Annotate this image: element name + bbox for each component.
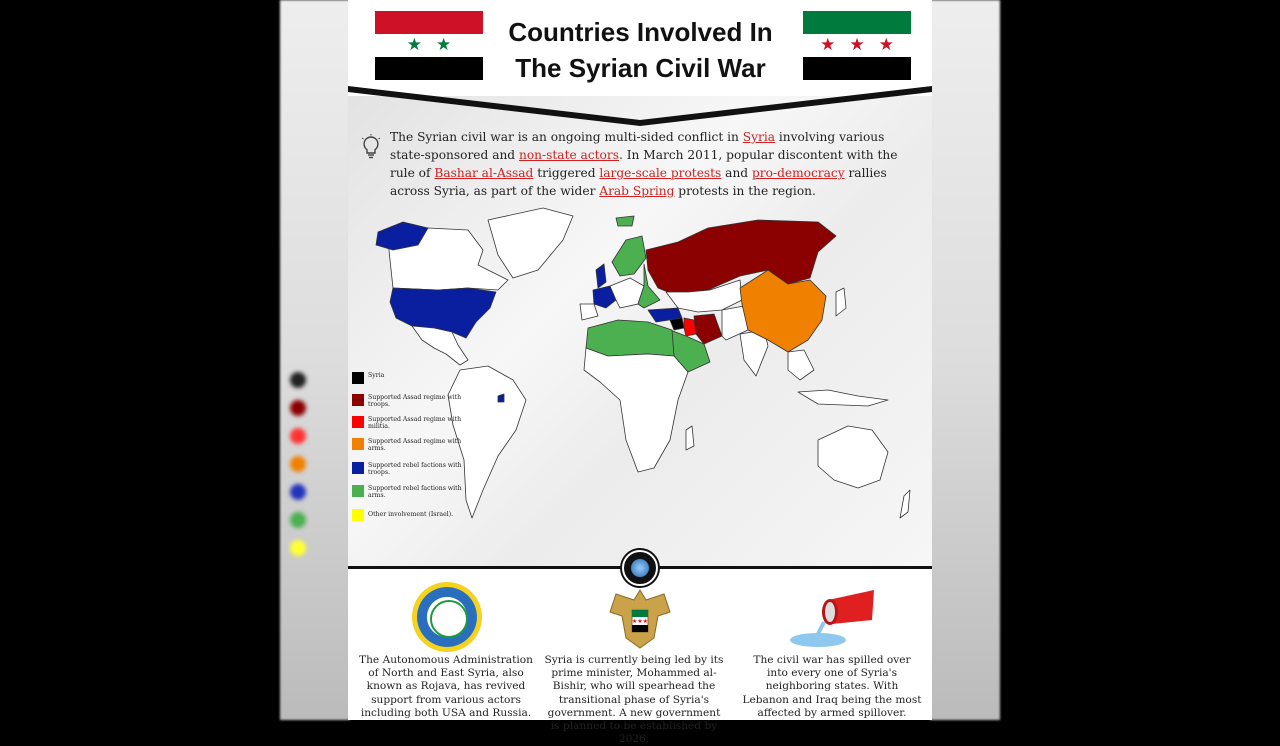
map-north-africa <box>586 320 674 356</box>
intro-paragraph <box>390 128 900 200</box>
star-icon: ★ <box>849 35 865 55</box>
legend-label: Supported rebel factions with arms. <box>368 485 462 499</box>
legend-item <box>352 372 462 384</box>
legend-swatch <box>352 394 364 406</box>
title-line-1: Countries Involved In <box>508 17 773 47</box>
legend-swatch <box>352 485 364 497</box>
map-japan <box>836 288 846 316</box>
header <box>348 0 932 96</box>
map-southeast-asia <box>788 350 814 380</box>
intro-text: rallies across Syria, as part of the wider <box>390 166 887 198</box>
intro-text: . In March 2011, popular discontent with the rule of <box>390 148 898 180</box>
legend-item <box>352 394 462 408</box>
legend-label: Supported Assad regime with militia. <box>368 416 462 430</box>
link-pro-democracy[interactable]: pro-democracy <box>751 166 845 180</box>
spilled-cup-icon <box>788 582 888 652</box>
legend-label: Supported Assad regime with troops. <box>368 394 462 408</box>
map-iberia <box>580 304 598 320</box>
syrian-government-flag <box>375 11 483 80</box>
lightbulb-icon <box>360 134 382 160</box>
legend-label: Syria <box>368 372 385 379</box>
rojava-emblem-icon <box>412 582 482 652</box>
globe-emblem-icon <box>622 550 658 586</box>
background-blur-dot <box>290 484 306 500</box>
intro-text: and <box>721 166 752 180</box>
link-bashar-al-assad[interactable]: Bashar al-Assad <box>434 166 534 180</box>
legend-label: Other involvement (Israel). <box>368 511 454 518</box>
footer-rojava-text: The Autonomous Administration of North and East Syria, also known as Rojava, has revived support from various actors including both USA and Russia. <box>359 654 533 719</box>
legend-item <box>352 438 462 452</box>
legend-swatch <box>352 509 364 521</box>
star-icon: ★ <box>878 35 894 55</box>
star-icon: ★ <box>436 35 452 55</box>
legend-swatch <box>352 416 364 428</box>
background-blur-left <box>280 0 350 720</box>
legend-swatch <box>352 438 364 450</box>
map-svalbard <box>616 216 634 226</box>
intro-text: triggered <box>533 166 600 180</box>
svg-text:★★★: ★★★ <box>631 618 649 625</box>
background-blur-right <box>930 0 1000 720</box>
footer-spillover-text: The civil war has spilled over into every one of Syria's neighboring states. With Lebanon and Iraq being the most affected by armed spillover. <box>742 654 922 719</box>
legend-item <box>352 462 462 476</box>
map-australia <box>818 426 888 488</box>
map-indonesia <box>798 390 888 406</box>
map-scandinavia <box>612 236 646 276</box>
intro-text: The Syrian civil war is an ongoing multi-sided conflict in <box>390 130 743 144</box>
syrian-eagle-emblem-icon <box>604 586 676 652</box>
link-syria[interactable]: Syria <box>742 130 776 144</box>
link-large-scale-protests[interactable]: large-scale protests <box>599 166 722 180</box>
background-blur-dot <box>290 540 306 556</box>
infographic-poster <box>348 0 932 746</box>
intro-text: involving various state-sponsored and <box>390 130 885 162</box>
map-uk <box>596 264 606 288</box>
footer-government-text: Syria is currently being led by its prime minister, Mohammed al-Bishir, who will spearhead the transitional phase of Syria's government. A new government is planned to be established by 2026. <box>544 654 724 746</box>
legend-item <box>352 416 462 430</box>
background-blur-dot <box>290 400 306 416</box>
intro-text: protests in the region. <box>674 184 816 198</box>
syrian-opposition-flag <box>803 11 911 80</box>
map-new-zealand <box>900 490 910 518</box>
title-line-2: The Syrian Civil War <box>515 53 766 83</box>
background-blur-dot <box>290 512 306 528</box>
map-madagascar <box>686 426 694 450</box>
background-blur-dot <box>290 456 306 472</box>
map-iran <box>694 314 722 344</box>
map-greenland <box>488 208 573 278</box>
header-divider <box>348 86 932 126</box>
link-non-state-actors[interactable]: non-state actors <box>519 148 619 162</box>
link-arab-spring[interactable]: Arab Spring <box>599 184 675 198</box>
legend-label: Supported Assad regime with arms. <box>368 438 462 452</box>
legend-item <box>352 485 462 499</box>
background-blur-dot <box>290 428 306 444</box>
legend-swatch <box>352 372 364 384</box>
star-icon: ★ <box>406 35 422 55</box>
legend-swatch <box>352 462 364 474</box>
map-syria <box>670 318 684 330</box>
legend-item <box>352 509 462 521</box>
page-title <box>488 14 793 86</box>
background-blur-dot <box>290 372 306 388</box>
map-africa <box>584 348 688 472</box>
legend-label: Supported rebel factions with troops. <box>368 462 462 476</box>
star-icon: ★ <box>820 35 836 55</box>
